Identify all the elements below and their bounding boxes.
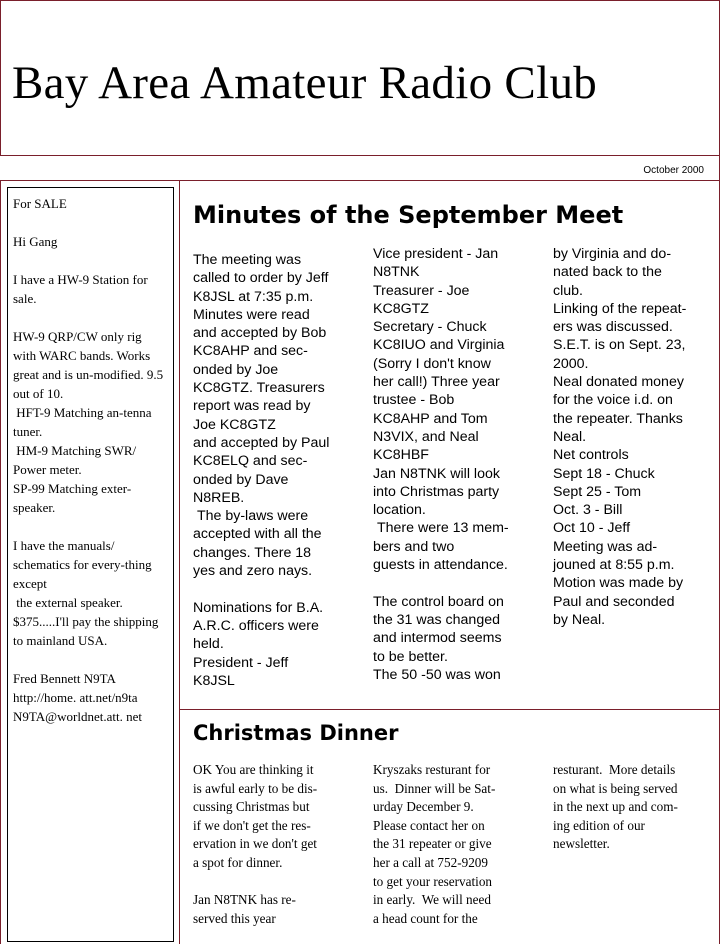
issue-date: October 2000 bbox=[643, 165, 704, 176]
minutes-heading: Minutes of the September Meet bbox=[193, 201, 624, 229]
christmas-column-2: Kryszaks resturant for us. Dinner will be Sat- urday December 9. Please contact her on the 31 repeater or give her a call at 752-9209 to get your reservation in early. We will need a head count for the bbox=[373, 762, 496, 926]
minutes-column-1: The meeting was called to order by Jeff K8JSL at 7:35 p.m. Minutes were read and accepted by Bob KC8AHP and sec- onded by Joe KC8GTZ. Treasurers report was read by Joe KC8GTZ and accepted by Paul KC8ELQ and sec- onded by Dave N8REB. The by-laws were accepted with all the changes. There 18 yes and zero nays. Nominations for B.A. A.R.C. officers were held. President - Jeff K8JSL bbox=[193, 252, 330, 689]
for-sale-sidebar bbox=[7, 187, 174, 942]
column-divider bbox=[179, 180, 180, 944]
christmas-column-1: OK You are thinking it is awful early to be dis- cussing Christmas but if we don't get the res- ervation in we don't get a spot for dinner. Jan N8TNK has re- served this year bbox=[193, 762, 318, 926]
minutes-column-2: Vice president - Jan N8TNK Treasurer - Joe KC8GTZ Secretary - Chuck KC8IUO and Virginia (Sorry I don't know her call!) Three year trustee - Bob KC8AHP and Tom N3VIX, and Neal KC8HBF Jan N8TNK will look into Christmas party location. There were 13 mem- bers and two guests in attendance. The control board on the 31 was changed and intermod seems to be better. The 50 -50 was won bbox=[373, 246, 509, 683]
section-divider bbox=[180, 709, 720, 710]
for-sale-text: For SALE Hi Gang I have a HW-9 Station for sale. HW-9 QRP/CW only rig with WARC bands. Works great and is un-modified. 9.5 out of 10. HFT-9 Matching an-tenna tuner. HM-9 Matching SWR/ Power meter. SP-99 Matching exter-speaker. I have the manuals/ schematics for every-thing except the external speaker. $375.....I'll pay the shipping to mainland USA. Fred Bennett N9TA http://home. att.net/n9ta N9TA@worldnet.att. net bbox=[13, 196, 164, 724]
page-border-left bbox=[0, 180, 1, 944]
divider bbox=[0, 155, 720, 156]
newsletter-title: Bay Area Amateur Radio Club bbox=[12, 57, 598, 109]
christmas-column-3: resturant. More details on what is being served in the next up and com- ing edition of our newsletter. bbox=[553, 762, 678, 852]
divider bbox=[0, 180, 720, 181]
christmas-heading: Christmas Dinner bbox=[193, 721, 399, 745]
minutes-column-3: by Virginia and do- nated back to the club. Linking of the repeat- ers was discussed. S.E.T. is on Sept. 23, 2000. Neal donated money for the voice i.d. on the repeater. Thanks Neal. Net controls Sept 18 - Chuck Sept 25 - Tom Oct. 3 - Bill Oct 10 - Jeff Meeting was ad- jouned at 8:55 p.m. Motion was made by Paul and seconded by Neal. bbox=[553, 246, 687, 628]
